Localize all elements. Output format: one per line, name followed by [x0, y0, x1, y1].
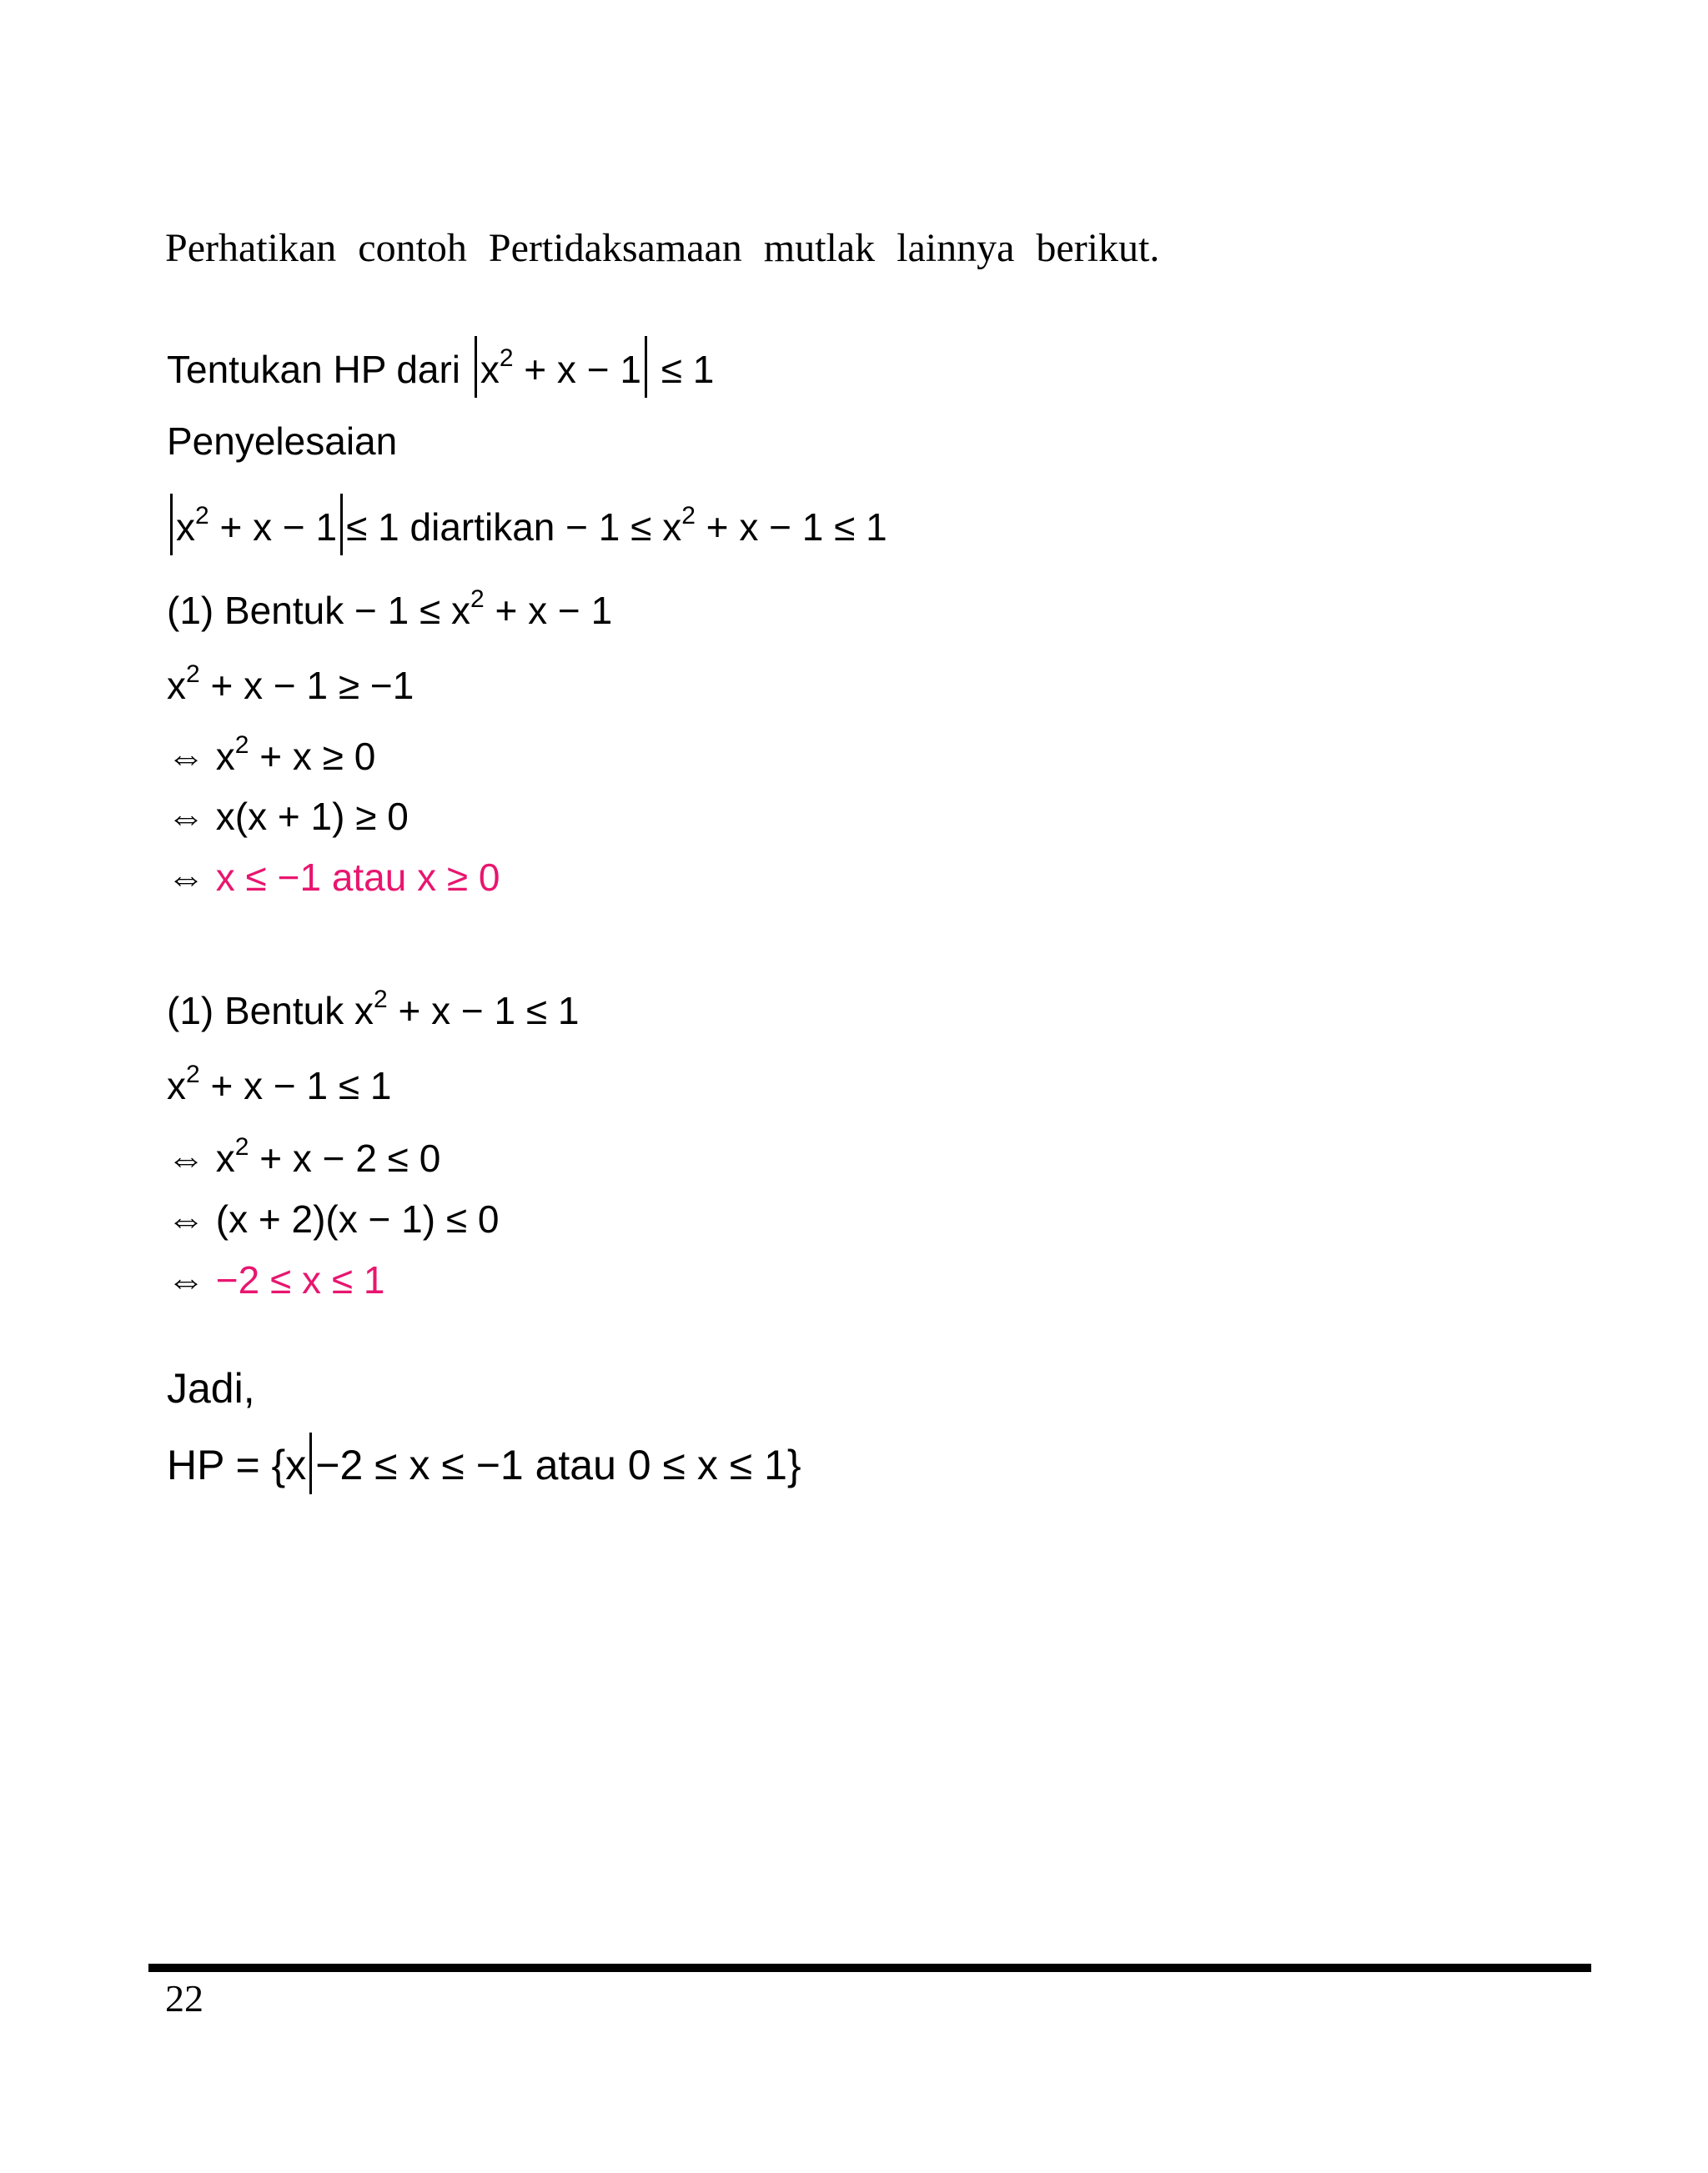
restate-inner-exp: 2 [195, 502, 209, 529]
part1-line2 [167, 731, 376, 780]
page-number: 22 [165, 1977, 203, 2020]
intro-text: Perhatikan contoh Pertidaksamaan mutlak lainnya berikut. [165, 226, 1160, 270]
part2-line1-post: + x − 1 ≤ 1 [199, 1064, 392, 1107]
part1-line1-post: + x − 1 ≥ −1 [199, 664, 414, 707]
restate-line [167, 494, 887, 555]
problem-statement [167, 336, 714, 398]
problem-prefix: Tentukan HP dari [167, 348, 461, 391]
part1-heading-exp: 2 [470, 585, 485, 613]
problem-inner-rest: + x − 1 [513, 348, 641, 391]
hp-result-post: −2 ≤ x ≤ −1 atau 0 ≤ x ≤ 1} [315, 1442, 801, 1488]
abs-bar-left [170, 494, 173, 555]
hp-result [167, 1433, 801, 1494]
part1-line1-pre: x [167, 664, 186, 707]
equivalence-arrow: ⇔ [167, 856, 216, 899]
part1-line2-post: + x ≥ 0 [249, 735, 376, 778]
part2-line2-pre: ⇔ x [167, 1137, 235, 1180]
part1-line4 [167, 855, 500, 901]
part1-heading-pre: (1) Bentuk − 1 ≤ x [167, 589, 471, 632]
part1-line1 [167, 660, 414, 709]
problem-inner-exp: 2 [499, 344, 514, 372]
part2-line1-exp: 2 [186, 1061, 200, 1088]
abs-bar-right [645, 336, 647, 398]
part1-line3: ⇔ x(x + 1) ≥ 0 [167, 795, 409, 838]
restate-rhs-post: + x − 1 ≤ 1 [695, 505, 887, 549]
part1-line2-exp: 2 [234, 731, 249, 759]
part1-heading [167, 585, 613, 634]
part1-line1-exp: 2 [186, 660, 200, 688]
equivalence-arrow: ⇔ [167, 1258, 216, 1302]
solution-label: Penyelesaian [167, 419, 398, 463]
abs-bar-right [340, 494, 343, 555]
restate-inner-base: x [176, 505, 195, 549]
part2-result: −2 ≤ x ≤ 1 [215, 1258, 385, 1302]
part2-heading [167, 988, 580, 1034]
part2-line2 [167, 1133, 441, 1182]
part2-line2-exp: 2 [234, 1133, 249, 1161]
conclusion-label: Jadi, [167, 1365, 255, 1412]
problem-inner-base: x [480, 348, 500, 391]
part2-line1-pre: x [167, 1064, 186, 1107]
restate-rhs-exp: 2 [681, 502, 696, 529]
part2-line2-post: + x − 2 ≤ 0 [249, 1137, 441, 1180]
abs-bar-left [475, 336, 477, 398]
part2-heading-post: + x − 1 ≤ 1 [387, 989, 580, 1032]
restate-rhs-pre: ≤ 1 diartikan − 1 ≤ x [346, 505, 682, 549]
restate-inner-rest: + x − 1 [208, 505, 338, 549]
part1-result: x ≤ −1 atau x ≥ 0 [215, 856, 500, 899]
set-builder-bar [309, 1433, 312, 1494]
part2-line1 [167, 1063, 392, 1109]
part1-heading-post: + x − 1 [484, 589, 613, 632]
part2-heading-exp: 2 [374, 986, 388, 1013]
hp-result-pre: HP = {x [167, 1442, 307, 1488]
part1-line2-pre: ⇔ x [167, 735, 235, 778]
footer-rule [148, 1964, 1591, 1972]
part2-line4 [167, 1257, 384, 1303]
part2-line3: ⇔ (x + 2)(x − 1) ≤ 0 [167, 1197, 500, 1241]
problem-rhs: ≤ 1 [661, 348, 715, 391]
part2-heading-pre: (1) Bentuk x [167, 989, 374, 1032]
